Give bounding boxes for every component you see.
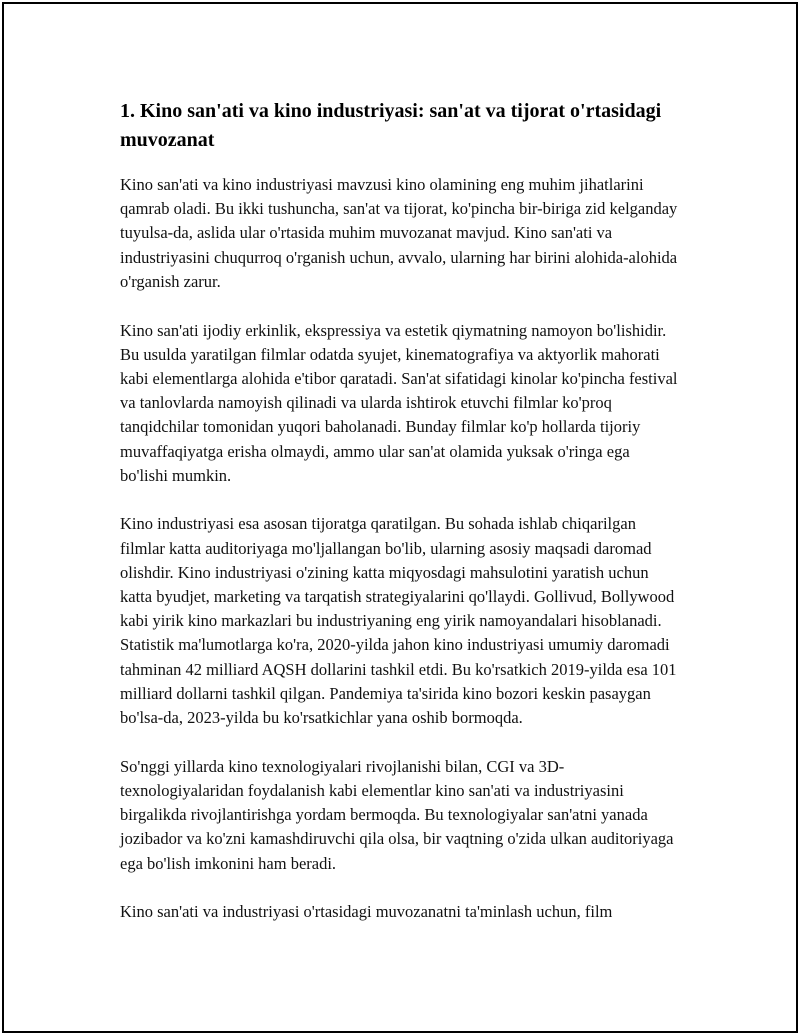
section-heading: 1. Kino san'ati va kino industriyasi: san'at va tijorat o'rtasidagi muvozanat: [120, 100, 662, 151]
paragraph-2: Kino san'ati ijodiy erkinlik, ekspressiya va estetik qiymatning namoyon bo'lishidir. Bu usulda yaratilgan filmlar odatda syujet, kinematografiya va aktyorlik mahorati kabi elementlarga alohida e'tibor qaratadi. San'at sifatidagi kinolar ko'pincha festival va tanlovlarda namoyish qilinadi va ularda ishtirok etuvchi filmlar ko'proq tanqidchilar tomonidan yuqori baholanadi. Bunday filmlar ko'p hollarda tijoriy muvaffaqiyatga erisha olmaydi, ammo ular san'at olamida yuksak o'ringa ega bo'lishi mumkin.: [120, 320, 678, 485]
paragraph-1: Kino san'ati va kino industriyasi mavzusi kino olamining eng muhim jihatlarini qamrab oladi. Bu ikki tushuncha, san'at va tijorat, ko'pincha bir-biriga zid kelganday tuyulsa-da, aslida ular o'rtasida muhim muvozanat mavjud. Kino san'ati va industriyasini chuqurroq o'rganish uchun, avvalo, ularning har birini alohida-alohida o'rganish zarur.: [120, 175, 678, 291]
paragraph-4: So'nggi yillarda kino texnologiyalari rivojlanishi bilan, CGI va 3D-texnologiyalaridan foydalanish kabi elementlar kino san'ati va industriyasini birgalikda rivojlantirishga yordam bermoqda. Bu texnologiyalar san'atni yanada jozibador va ko'zni kamashdiruvchi qila olsa, bir vaqtning o'zida ulkan auditoriyaga ega bo'lish imkonini ham beradi.: [120, 756, 674, 873]
document-page: [2, 2, 798, 1033]
paragraph-3: Kino industriyasi esa asosan tijoratga qaratilgan. Bu sohada ishlab chiqarilgan filmlar katta auditoriyaga mo'ljallangan bo'lib, ularning asosiy maqsadi daromad olishdir. Kino industriyasi o'zining katta miqyosdagi mahsulotini yaratish uchun katta byudjet, marketing va tarqatish strategiyalarini qo'llaydi. Gollivud, Bollywood kabi yirik kino markazlari bu industriyaning eng yirik namoyandalari hisoblanadi. Statistik ma'lumotlarga ko'ra, 2020-yilda jahon kino industriyasi umumiy daromadi tahminan 42 milliard AQSH dollarini tashkil etdi. Bu ko'rsatkich 2019-yilda esa 101 milliard dollarni tashkil qilgan. Pandemiya ta'sirida kino bozori keskin pasaygan bo'lsa-da, 2023-yilda bu ko'rsatkichlar yana oshib bormoqda.: [120, 514, 677, 728]
paragraph-5: Kino san'ati va industriyasi o'rtasidagi muvozanatni ta'minlash uchun, film: [120, 902, 613, 922]
document-body: [120, 97, 680, 949]
